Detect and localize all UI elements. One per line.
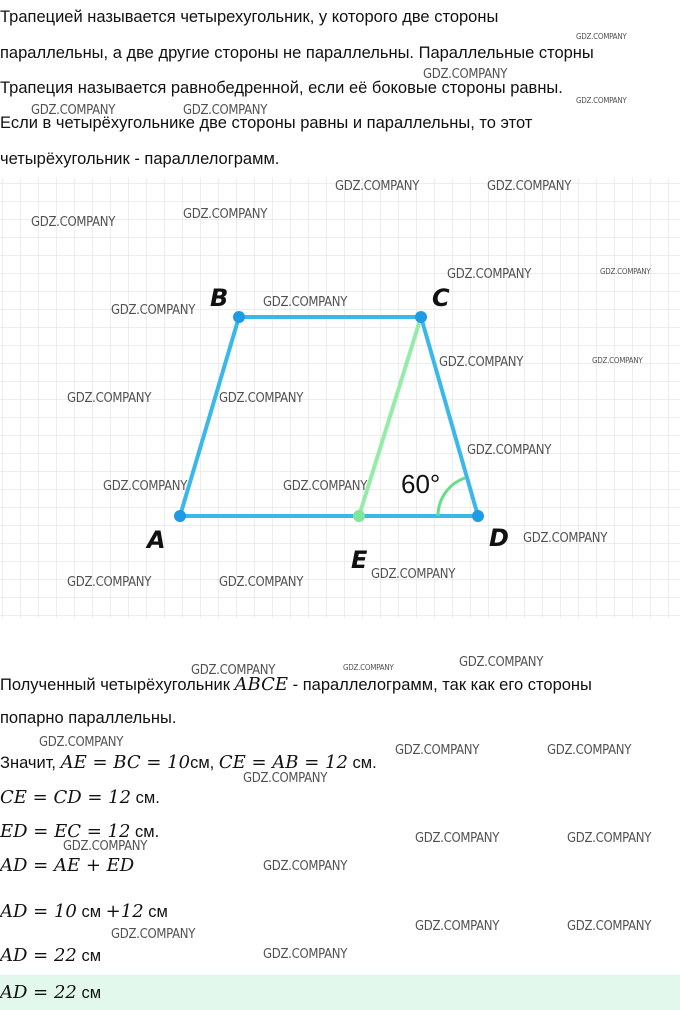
watermark: GDZ.COMPANY xyxy=(335,179,420,194)
watermark: GDZ.COMPANY xyxy=(439,355,524,370)
math-4-expr: AD = AE + ED xyxy=(0,855,135,876)
math-2-expr: CE = CD = 12 xyxy=(0,787,132,808)
conclusion-line1 xyxy=(0,674,592,695)
watermark: GDZ.COMPANY xyxy=(567,831,652,846)
math-line-5 xyxy=(0,901,168,922)
watermark: GDZ.COMPANY xyxy=(395,743,480,758)
math-line-4 xyxy=(0,855,134,876)
answer-line xyxy=(0,982,101,1003)
label-b: B xyxy=(210,284,229,312)
watermark: GDZ.COMPANY xyxy=(283,479,368,494)
math-2-unit: см. xyxy=(135,789,160,807)
watermark: GDZ.COMPANY xyxy=(263,295,348,310)
watermark: GDZ.COMPANY xyxy=(183,207,268,222)
angle-label: 60° xyxy=(401,469,441,499)
watermark: GDZ.COMPANY xyxy=(371,567,456,582)
label-c: C xyxy=(432,284,450,312)
answer-box xyxy=(0,975,680,1010)
math-line-1 xyxy=(0,752,377,773)
watermark: GDZ.COMPANY xyxy=(547,743,632,758)
watermark: GDZ.COMPANY xyxy=(415,919,500,934)
answer-unit: см xyxy=(81,984,102,1002)
math-6-unit: см xyxy=(81,947,102,965)
watermark: GDZ.COMPANY xyxy=(576,96,627,105)
math-5-unit1: см xyxy=(81,903,102,921)
watermark: GDZ.COMPANY xyxy=(67,575,152,590)
math-1-pre: Значит, xyxy=(0,754,57,772)
math-3-expr: ED = EC = 12 xyxy=(0,821,131,842)
math-line-6 xyxy=(0,945,101,966)
watermark: GDZ.COMPANY xyxy=(600,267,651,276)
label-e: E xyxy=(351,546,368,574)
watermark: GDZ.COMPANY xyxy=(263,859,348,874)
watermark: GDZ.COMPANY xyxy=(183,103,268,118)
watermark: GDZ.COMPANY xyxy=(219,575,304,590)
watermark: GDZ.COMPANY xyxy=(467,443,552,458)
watermark: GDZ.COMPANY xyxy=(576,32,627,41)
parallelogram-criterion-line2: четырёхугольник - параллелограмм. xyxy=(0,150,280,168)
watermark: GDZ.COMPANY xyxy=(263,947,348,962)
watermark: GDZ.COMPANY xyxy=(219,391,304,406)
math-5-a: AD = 10 xyxy=(0,901,77,922)
math-line-2 xyxy=(0,787,160,808)
watermark: GDZ.COMPANY xyxy=(63,839,148,854)
watermark: GDZ.COMPANY xyxy=(31,103,116,118)
watermark: GDZ.COMPANY xyxy=(343,663,394,672)
vertex-c xyxy=(415,311,427,323)
watermark: GDZ.COMPANY xyxy=(243,771,328,786)
watermark: GDZ.COMPANY xyxy=(31,215,116,230)
vertex-b xyxy=(233,311,245,323)
definition-trapezoid-line2: параллельны, а две другие стороны не параллельны. Параллельные сторны xyxy=(0,44,594,62)
definition-trapezoid-line1: Трапецией называется четырехугольник, у которого две стороны xyxy=(0,8,499,26)
math-6-expr: AD = 22 xyxy=(0,945,77,966)
watermark: GDZ.COMPANY xyxy=(39,735,124,750)
label-a: A xyxy=(147,526,166,554)
watermark: GDZ.COMPANY xyxy=(191,663,276,678)
point-e xyxy=(353,510,365,522)
watermark: GDZ.COMPANY xyxy=(423,67,508,82)
watermark: GDZ.COMPANY xyxy=(592,356,643,365)
watermark: GDZ.COMPANY xyxy=(67,391,152,406)
math-1-b: CE = AB = 12 xyxy=(218,752,348,773)
math-3-unit: см. xyxy=(135,823,160,841)
watermark: GDZ.COMPANY xyxy=(111,927,196,942)
math-5-unit2: см xyxy=(148,903,168,921)
watermark: GDZ.COMPANY xyxy=(103,479,188,494)
definition-isosceles: Трапеция называется равнобедренной, если её боковые стороны равны. xyxy=(0,79,563,97)
vertex-d xyxy=(472,510,484,522)
watermark: GDZ.COMPANY xyxy=(459,655,544,670)
math-1-unit1: см, xyxy=(190,754,215,772)
math-5-b: +12 xyxy=(105,901,144,922)
conclusion-math: ABCE xyxy=(234,674,289,695)
answer-expr: AD = 22 xyxy=(0,982,77,1003)
watermark: GDZ.COMPANY xyxy=(447,267,532,282)
conclusion-pre: Полученный четырёхугольник xyxy=(0,676,230,694)
conclusion-post: - параллелограмм, так как его стороны xyxy=(292,676,592,694)
label-d: D xyxy=(489,524,509,552)
watermark: GDZ.COMPANY xyxy=(523,531,608,546)
watermark: GDZ.COMPANY xyxy=(415,831,500,846)
math-1-unit2: см. xyxy=(352,754,377,772)
vertex-a xyxy=(174,510,186,522)
watermark: GDZ.COMPANY xyxy=(111,303,196,318)
conclusion-line2: попарно параллельны. xyxy=(0,709,177,727)
watermark: GDZ.COMPANY xyxy=(487,179,572,194)
math-1-a: AE = BC = 10 xyxy=(60,752,191,773)
parallelogram-criterion-line1: Если в четырёхугольнике две стороны равны и параллельны, то этот xyxy=(0,114,533,132)
watermark: GDZ.COMPANY xyxy=(567,919,652,934)
